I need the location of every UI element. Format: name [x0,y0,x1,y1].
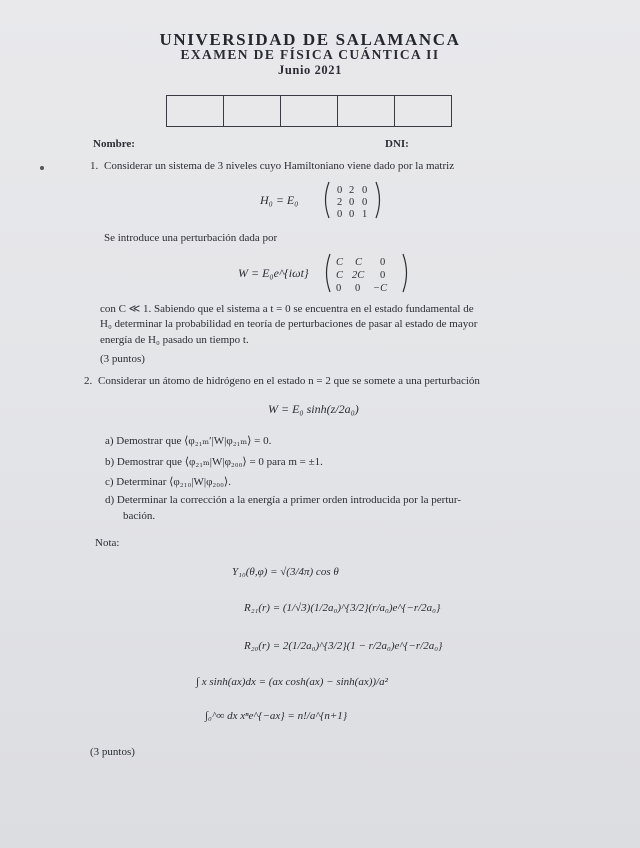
svg-text:C: C [336,270,344,281]
stray-mark [40,166,44,170]
q2-item-c: c) Determinar ⟨φ₂₁₀|W|φ₂₀₀⟩. [105,476,231,488]
dni-box[interactable] [281,96,338,126]
dni-label: DNI: [385,138,409,150]
svg-text:2: 2 [337,197,343,208]
svg-text:0: 0 [337,185,343,196]
svg-text:0: 0 [349,197,355,208]
q2-item-d: d) Determinar la corrección a la energía a primer orden introducida por la pertur- [105,494,461,506]
q2-item-b: b) Demostrar que ⟨φ₂₁ₘ|W|φ₂₀₀⟩ = 0 para m = ±1. [105,456,323,468]
svg-text:0: 0 [337,209,343,220]
q2-points: (3 puntos) [90,746,135,758]
svg-text:−C: −C [373,283,388,294]
q1-body-line-1: con C ≪ 1. Sabiendo que el sistema a t = 0 se encuentra en el estado fundamental de [100,303,474,315]
q2-note-integral-sinh: ∫ x sinh(ax)dx = (ax cosh(ax) − sinh(ax))/a² [196,676,388,688]
q1-w-lhs: W = E₀e^{iωt} [238,266,309,280]
svg-text:0: 0 [362,197,368,208]
q1-w-equation [228,248,418,298]
svg-text:2C: 2C [352,270,365,281]
q2-item-d-cont: bación. [123,510,156,522]
dni-box[interactable] [338,96,395,126]
svg-text:0: 0 [349,209,355,220]
q1-h0-lhs: H₀ = E₀ [260,193,299,207]
q1-intro: Considerar un sistema de 3 niveles cuyo Hamiltoniano viene dado por la matriz [104,160,455,172]
q2-item-a: a) Demostrar que ⟨φ₂₁ₘ′|W|φ₂₁ₘ⟩ = 0. [105,435,272,447]
dni-box[interactable] [167,96,224,126]
svg-text:0: 0 [380,257,386,268]
exam-date: Junio 2021 [277,63,342,77]
dni-boxes[interactable] [166,95,452,127]
svg-text:0: 0 [380,270,386,281]
svg-text:C: C [336,257,344,268]
q1-perturbation-intro: Se introduce una perturbación dada por [104,232,278,244]
q2-note-y10: Y₁₀(θ,φ) = √(3/4π) cos θ [232,566,339,578]
dni-box[interactable] [224,96,281,126]
q2-number: 2. [84,375,93,387]
name-label: Nombre: [93,138,135,150]
q2-w-equation: W = E₀ sinh(z/2a₀) [268,402,359,416]
exam-title: EXAMEN DE FÍSICA CUÁNTICA II [180,47,440,62]
university-title: UNIVERSIDAD DE SALAMANCA [159,30,461,49]
svg-text:0: 0 [355,283,361,294]
q2-note-r21: R₂₁(r) = (1/√3)(1/2a₀)^{3/2}(r/a₀)e^{−r/2a₀} [244,602,441,614]
q1-body-line-2: H₀ determinar la probabilidad en teoría de perturbaciones de pasar al estado de mayor [100,318,478,330]
svg-text:2: 2 [349,185,355,196]
q1-number: 1. [90,160,99,172]
q2-note-r20: R₂₀(r) = 2(1/2a₀)^{3/2}(1 − r/2a₀)e^{−r/2a₀} [244,640,443,652]
q1-body-line-3: energía de H₀ pasado un tiempo t. [100,334,249,346]
svg-text:0: 0 [362,185,368,196]
svg-text:1: 1 [362,209,368,220]
svg-text:0: 0 [336,283,342,294]
q2-intro: Considerar un átomo de hidrógeno en el estado n = 2 que se somete a una perturbación [98,375,480,387]
svg-text:C: C [355,257,363,268]
q2-note-integral-gamma: ∫₀^∞ dx xⁿe^{−ax} = n!/a^{n+1} [205,710,348,722]
q1-points: (3 puntos) [100,353,145,365]
dni-box[interactable] [395,96,451,126]
q1-h0-equation [250,176,400,224]
q2-note-label: Nota: [95,537,120,549]
